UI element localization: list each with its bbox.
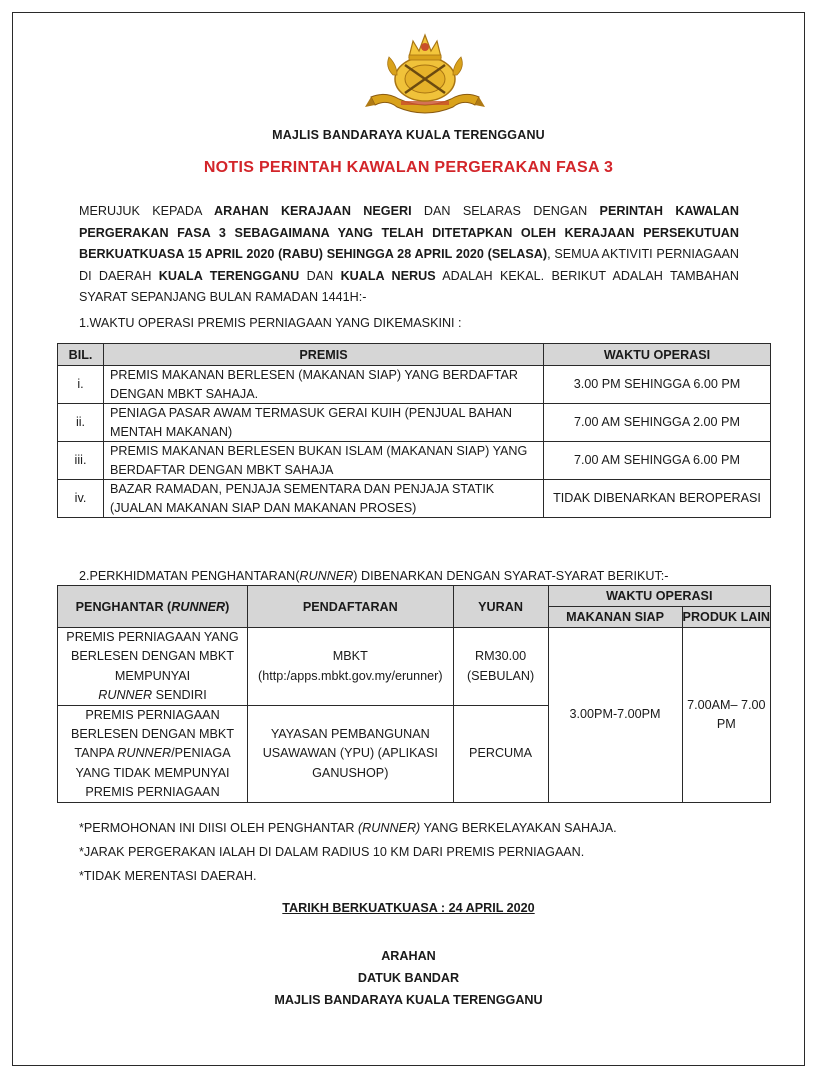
signature-line: MAJLIS BANDARAYA KUALA TERENGGANU <box>274 993 543 1007</box>
cell-waktu: TIDAK DIBENARKAN BEROPERASI <box>544 480 771 518</box>
column-header-bil: BIL. <box>58 344 104 366</box>
cell-makanan-siap-time: 3.00PM-7.00PM <box>548 628 682 803</box>
cell-waktu: 7.00 AM SEHINGGA 6.00 PM <box>544 442 771 480</box>
notes-list <box>79 816 617 888</box>
table-row <box>58 442 771 480</box>
signature-line: ARAHAN <box>381 949 436 963</box>
effective-date: TARIKH BERKUATKUASA : 24 APRIL 2020 <box>282 901 535 915</box>
cell-waktu: 7.00 AM SEHINGGA 2.00 PM <box>544 404 771 442</box>
terengganu-state-crest-icon <box>365 27 485 119</box>
cell-pendaftaran: MBKT (http:/apps.mbkt.gov.my/erunner) <box>248 628 454 706</box>
cell-premis: BAZAR RAMADAN, PENJAJA SEMENTARA DAN PENJAJA STATIK (JUALAN MAKANAN SIAP DAN MAKANAN PROSES) <box>104 480 544 518</box>
cell-waktu: 3.00 PM SEHINGGA 6.00 PM <box>544 366 771 404</box>
signature-block <box>13 945 804 1011</box>
cell-pendaftaran: YAYASAN PEMBANGUNAN USAWAWAN (YPU) (APLIKASI GANUSHOP) <box>248 706 454 803</box>
table-row <box>58 404 771 442</box>
intro-paragraph: MERUJUK KEPADA ARAHAN KERAJAAN NEGERI DAN SELARAS DENGAN PERINTAH KAWALAN PERGERAKAN FASA 3 SEBAGAIMANA YANG TELAH DITETAPKAN OLEH KERAJAAN PERSEKUTUAN BERKUATKUASA 15 APRIL 2020 (RABU) SEHINGGA 28 APRIL 2020 (SELASA), SEMUA AKTIVITI PERNIAGAAN DI DAERAH KUALA TERENGGANU DAN KUALA NERUS ADALAH KEKAL. BERIKUT ADALAH TAMBAHAN SYARAT SEPANJANG BULAN RAMADAN 1441H:- <box>79 204 739 304</box>
notice-title: NOTIS PERINTAH KAWALAN PERGERAKAN FASA 3 <box>203 159 614 176</box>
cell-bil: i. <box>58 366 104 404</box>
column-header-makanan-siap: MAKANAN SIAP <box>548 607 682 628</box>
operating-hours-table <box>57 343 771 518</box>
column-header-waktu-operasi: WAKTU OPERASI <box>548 586 770 607</box>
cell-yuran: RM30.00 (SEBULAN) <box>453 628 548 706</box>
cell-premis: PREMIS MAKANAN BERLESEN BUKAN ISLAM (MAKANAN SIAP) YANG BERDAFTAR DENGAN MBKT SAHAJA <box>104 442 544 480</box>
cell-bil: ii. <box>58 404 104 442</box>
signature-line: DATUK BANDAR <box>357 971 460 985</box>
column-header-penghantar: PENGHANTAR (RUNNER) <box>58 586 248 628</box>
section2-heading: 2.PERKHIDMATAN PENGHANTARAN(RUNNER) DIBENARKAN DENGAN SYARAT-SYARAT BERIKUT:- <box>79 569 669 583</box>
cell-bil: iii. <box>58 442 104 480</box>
column-header-premis: PREMIS <box>104 344 544 366</box>
cell-bil: iv. <box>58 480 104 518</box>
note-item: *TIDAK MERENTASI DAERAH. <box>79 869 257 883</box>
table-row <box>58 480 771 518</box>
table-header-row <box>58 344 771 366</box>
cell-premis: PREMIS MAKANAN BERLESEN (MAKANAN SIAP) YANG BERDAFTAR DENGAN MBKT SAHAJA. <box>104 366 544 404</box>
column-header-waktu: WAKTU OPERASI <box>544 344 771 366</box>
cell-premis: PENIAGA PASAR AWAM TERMASUK GERAI KUIH (PENJUAL BAHAN MENTAH MAKANAN) <box>104 404 544 442</box>
column-header-pendaftaran: PENDAFTARAN <box>248 586 454 628</box>
section1-heading: 1.WAKTU OPERASI PREMIS PERNIAGAAN YANG DIKEMASKINI : <box>79 316 462 330</box>
table-header-row <box>58 586 771 607</box>
organization-name: MAJLIS BANDARAYA KUALA TERENGGANU <box>272 128 545 142</box>
note-item: *PERMOHONAN INI DIISI OLEH PENGHANTAR (RUNNER) YANG BERKELAYAKAN SAHAJA. <box>79 821 617 835</box>
note-item: *JARAK PERGERAKAN IALAH DI DALAM RADIUS 10 KM DARI PREMIS PERNIAGAAN. <box>79 845 585 859</box>
column-header-yuran: YURAN <box>453 586 548 628</box>
runner-service-table <box>57 585 771 803</box>
table-row <box>58 366 771 404</box>
cell-yuran: PERCUMA <box>453 706 548 803</box>
cell-produk-lain-time: 7.00AM– 7.00 PM <box>682 628 770 803</box>
cell-penghantar: PREMIS PERNIAGAAN BERLESEN DENGAN MBKT TANPA RUNNER/PENIAGA YANG TIDAK MEMPUNYAI PREMIS PERNIAGAAN <box>58 706 248 803</box>
table-row <box>58 628 771 706</box>
notice-page <box>12 12 805 1066</box>
column-header-produk-lain: PRODUK LAIN <box>682 607 770 628</box>
cell-penghantar: PREMIS PERNIAGAAN YANG BERLESEN DENGAN MBKT MEMPUNYAI RUNNER SENDIRI <box>58 628 248 706</box>
